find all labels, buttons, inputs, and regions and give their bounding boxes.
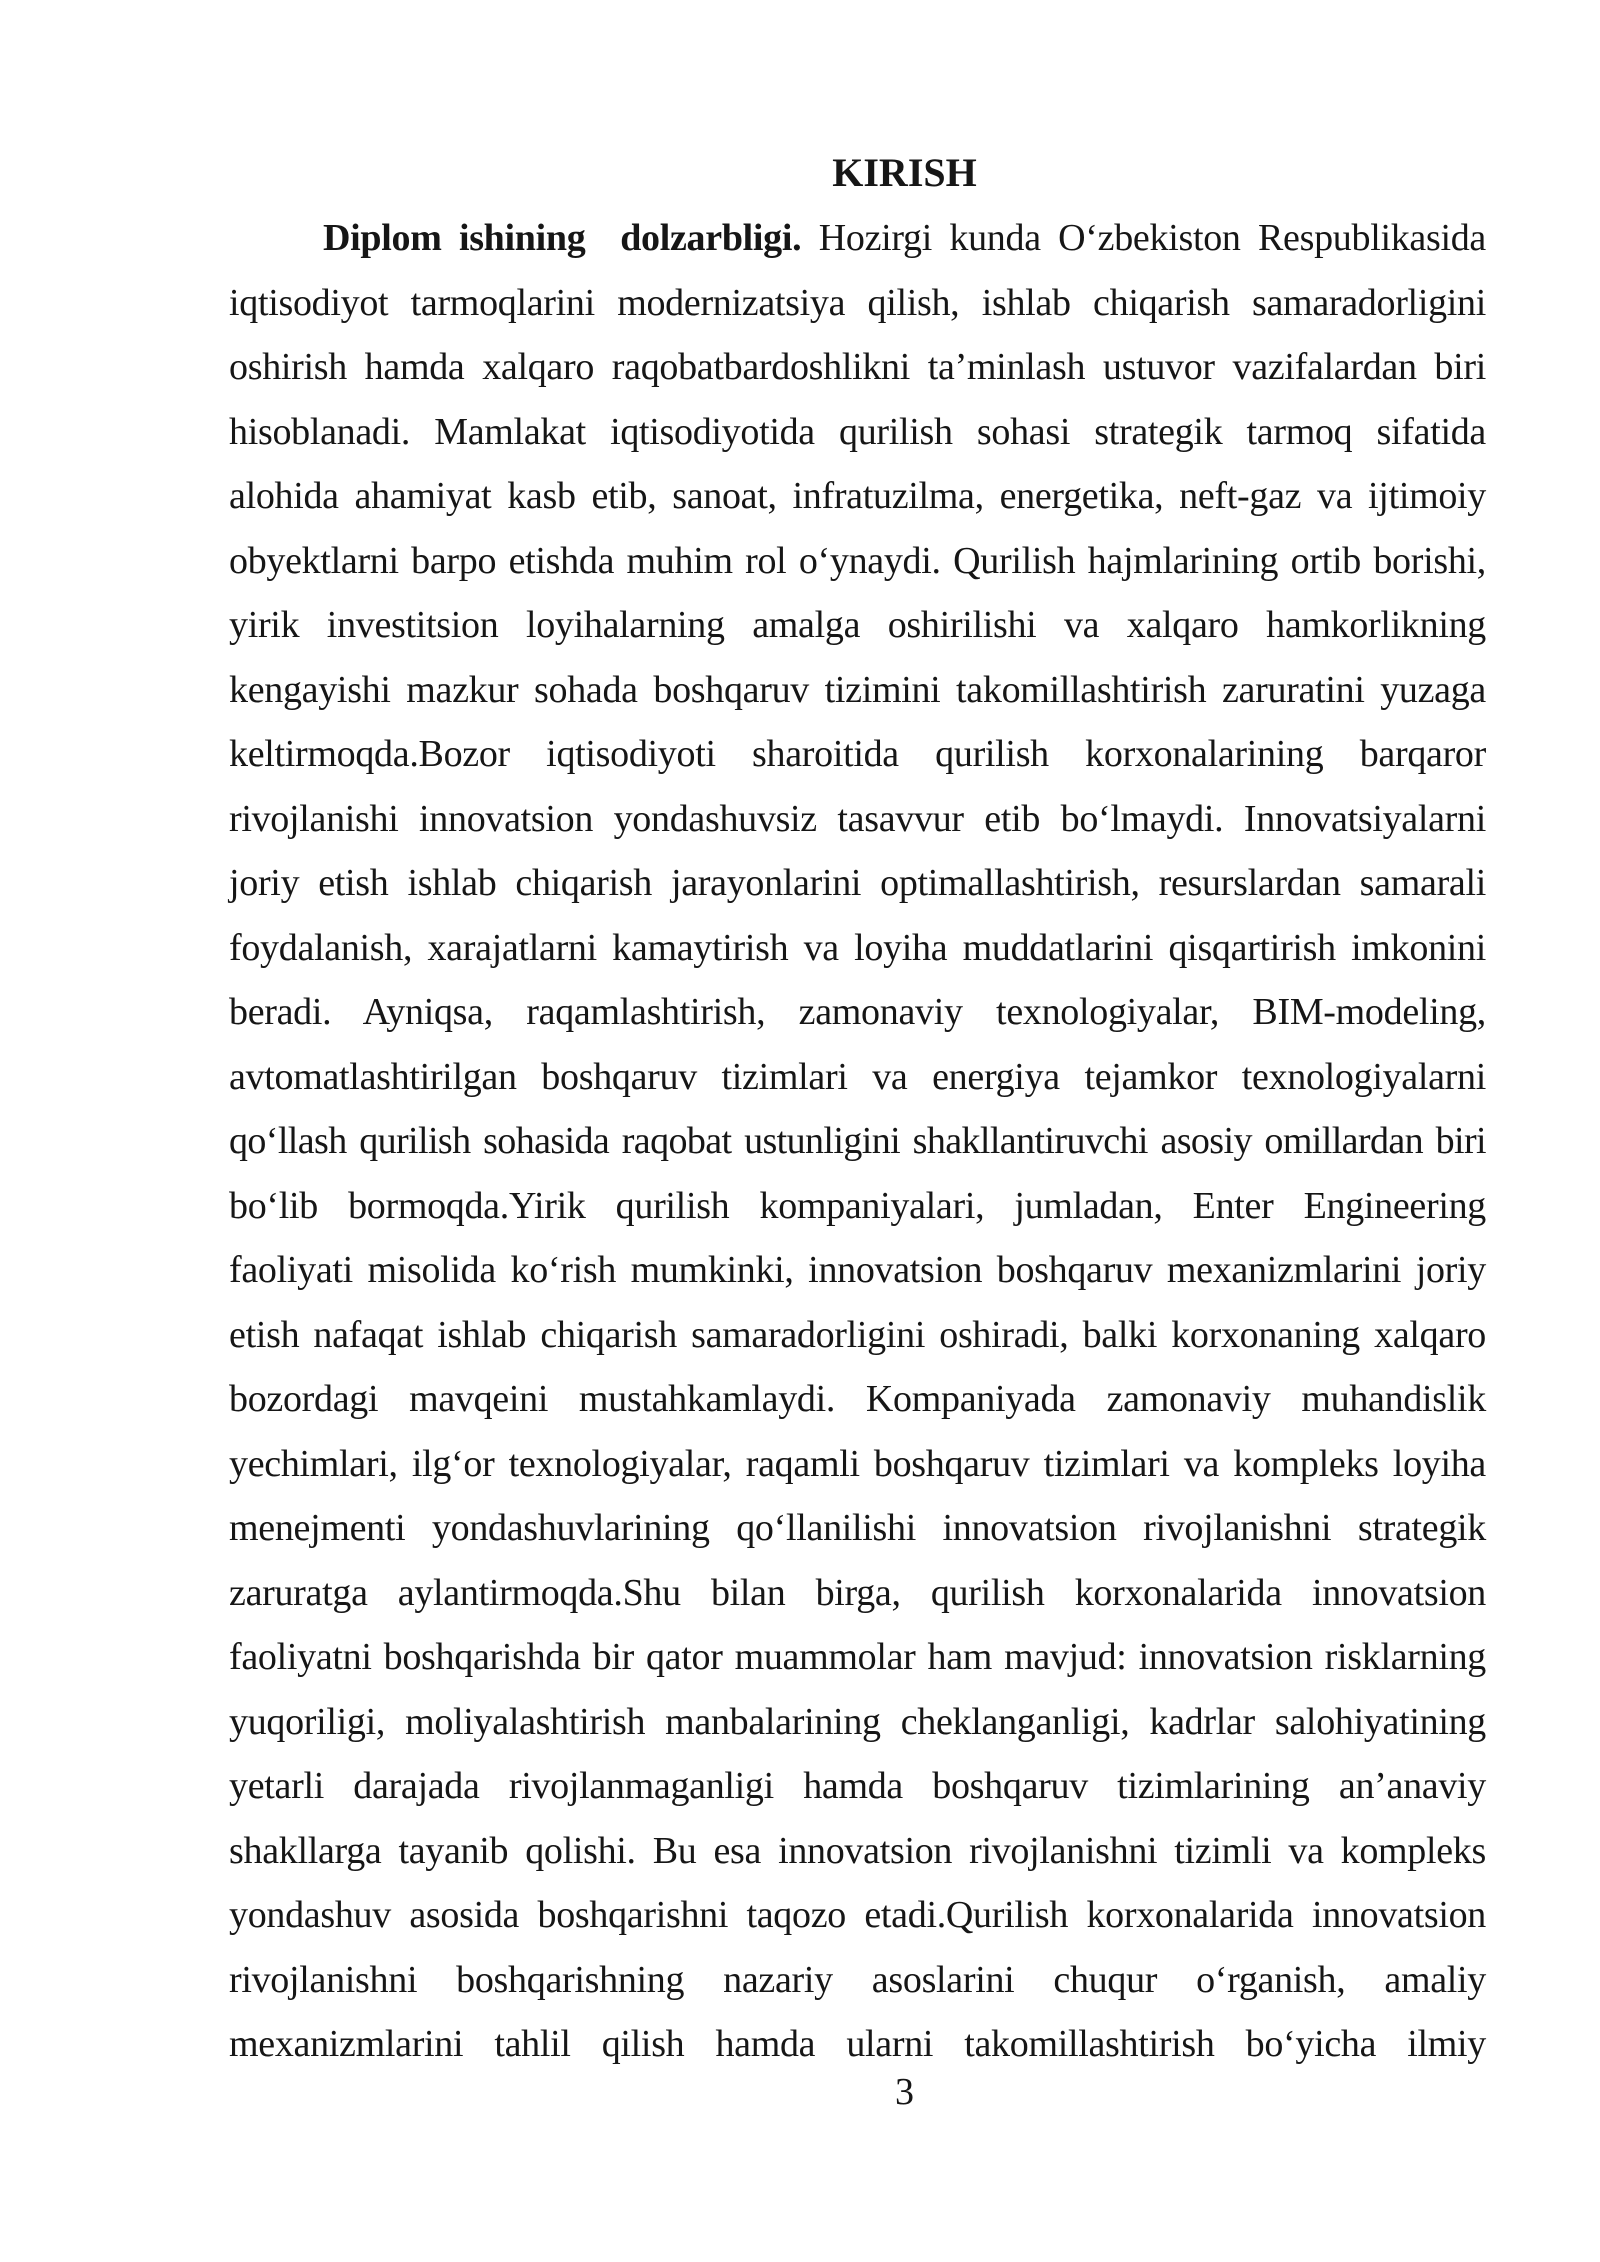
text-line: shakllarga tayanib qolishi. Bu esa innovatsion rivojlanishni tizimli va kompleks — [229, 1829, 1486, 1872]
text-line: foydalanish, xarajatlarni kamaytirish va loyiha muddatlarini qisqartirish imkonini — [229, 926, 1486, 969]
text-line: joriy etish ishlab chiqarish jarayonlarini optimallashtirish, resurslardan samarali — [229, 862, 1486, 904]
text-line: mexanizmlarini tahlil qilish hamda ularni takomillashtirish bo‘yicha ilmiy — [229, 2023, 1486, 2065]
text-line: yirik investitsion loyihalarning amalga oshirilishi va xalqaro hamkorlikning — [229, 604, 1486, 646]
text-line: bo‘lib bormoqda.Yirik qurilish kompaniyalari, jumladan, Enter Engineering — [229, 1184, 1486, 1227]
text-line: rivojlanishni boshqarishning nazariy asoslarini chuqur o‘rganish, amaliy — [229, 1958, 1486, 2001]
text-line: yetarli darajada rivojlanmaganligi hamda boshqaruv tizimlarining an’anaviy — [229, 1765, 1486, 1807]
text-line: yondashuv asosida boshqarishni taqozo etadi.Qurilish korxonalarida innovatsion — [229, 1894, 1486, 1936]
text-line: qo‘llash qurilish sohasida raqobat ustunligini shakllantiruvchi asosiy omillardan biri — [229, 1120, 1486, 1162]
text-line: rivojlanishi innovatsion yondashuvsiz tasavvur etib bo‘lmaydi. Innovatsiyalarni — [229, 797, 1486, 840]
body-text: Hozirgi kunda O‘zbekiston Respublikasida — [801, 217, 1486, 259]
text-line: obyektlarni barpo etishda muhim rol o‘ynaydi. Qurilish hajmlarining ortib borishi, — [229, 539, 1486, 582]
text-line: bozordagi mavqeini mustahkamlaydi. Kompaniyada zamonaviy muhandislik — [229, 1378, 1486, 1420]
text-line: hisoblanadi. Mamlakat iqtisodiyotida qurilish sohasi strategik tarmoq sifatida — [229, 410, 1486, 453]
text-line: iqtisodiyot tarmoqlarini modernizatsiya qilish, ishlab chiqarish samaradorligini — [229, 281, 1486, 324]
page-number: 3 — [895, 2071, 914, 2113]
text-line: zaruratga aylantirmoqda.Shu bilan birga, qurilish korxonalarida innovatsion — [229, 1571, 1486, 1614]
text-line: beradi. Ayniqsa, raqamlashtirish, zamonaviy texnologiyalar, BIM-modeling, — [229, 991, 1486, 1033]
page-title: KIRISH — [832, 150, 977, 195]
text-line: yuqoriligi, moliyalashtirish manbalarining cheklanganligi, kadrlar salohiyatining — [229, 1700, 1486, 1743]
text-line: yechimlari, ilg‘or texnologiyalar, raqamli boshqaruv tizimlari va kompleks loyiha — [229, 1442, 1486, 1485]
text-line: oshirish hamda xalqaro raqobatbardoshlikni ta’minlash ustuvor vazifalardan biri — [229, 346, 1486, 388]
text-line — [229, 206, 1486, 271]
text-line: etish nafaqat ishlab chiqarish samaradorligini oshiradi, balki korxonaning xalqaro — [229, 1313, 1486, 1356]
text-line: avtomatlashtirilgan boshqaruv tizimlari va energiya tejamkor texnologiyalarni — [229, 1055, 1486, 1098]
text-line: alohida ahamiyat kasb etib, sanoat, infratuzilma, energetika, neft-gaz va ijtimoiy — [229, 475, 1486, 517]
paragraph — [229, 206, 1486, 2077]
text-line: keltirmoqda.Bozor iqtisodiyoti sharoitida qurilish korxonalarining barqaror — [229, 733, 1486, 775]
text-line: faoliyatni boshqarishda bir qator muammolar ham mavjud: innovatsion risklarning — [229, 1636, 1486, 1678]
text-line: faoliyati misolida ko‘rish mumkinki, innovatsion boshqaruv mexanizmlarini joriy — [229, 1249, 1486, 1291]
lead-in-bold-text: Diplom ishining dolzarbligi. — [323, 217, 802, 259]
text-line: menejmenti yondashuvlarining qo‘llanilishi innovatsion rivojlanishni strategik — [229, 1507, 1486, 1549]
text-line: kengayishi mazkur sohada boshqaruv tizimini takomillashtirish zaruratini yuzaga — [229, 668, 1486, 711]
